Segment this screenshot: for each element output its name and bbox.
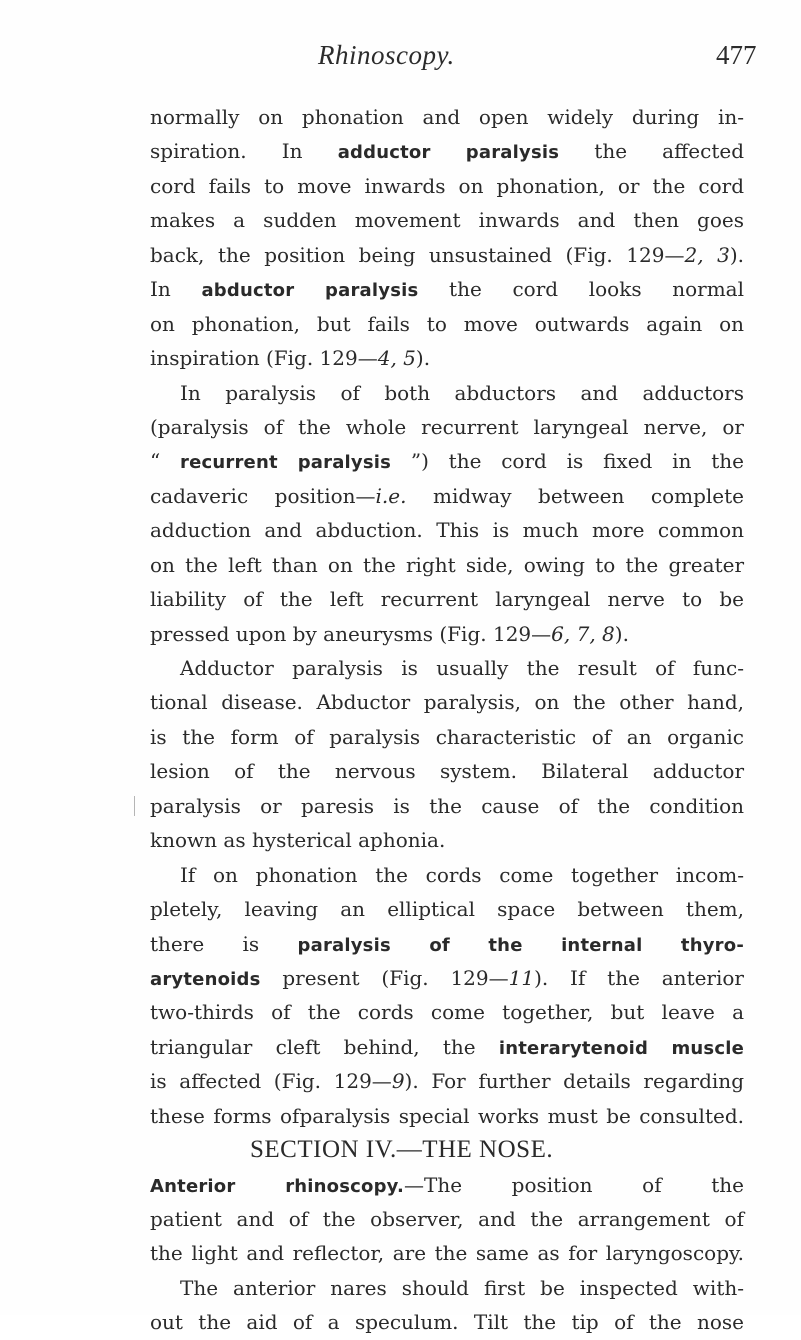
text-line: on phonation, but fails to move outwards again on (150, 311, 744, 336)
text-line: arytenoids present (Fig. 129—11). If the anterior (150, 965, 744, 990)
text-line: back, the position being unsustained (Fig. 129—2, 3). (150, 242, 744, 267)
page-number: 477 (716, 40, 757, 70)
paragraph-first-line: The anterior nares should first be inspected with- (180, 1275, 744, 1300)
term-interarytenoid-muscle: interarytenoid muscle (498, 1037, 744, 1059)
text-line: inspiration (Fig. 129—4, 5). (150, 346, 431, 371)
text-line: makes a sudden movement inwards and then goes (150, 208, 744, 233)
text-line: cord fails to move inwards on phonation, or the cord (150, 173, 744, 198)
text-line: adduction and abduction. This is much more common (150, 518, 744, 543)
paragraph-first-line: If on phonation the cords come together incom- (180, 862, 744, 887)
text-line: on the left than on the right side, owing to the greater (150, 552, 744, 577)
text-line: spiration. In adductor paralysis the affected (150, 139, 745, 164)
text-line: these forms ofparalysis special works must be consulted. (150, 1103, 744, 1128)
text-line: cadaveric position—i.e. midway between complete (150, 483, 744, 508)
text-line: (paralysis of the whole recurrent laryngeal nerve, or (150, 414, 744, 439)
running-head-title: Rhinoscopy. (318, 40, 455, 70)
term-anterior-rhinoscopy: Anterior rhinoscopy. (150, 1175, 404, 1197)
term-abductor-paralysis: abductor paralysis (201, 280, 419, 302)
text-line: Anterior rhinoscopy.—The position of the (150, 1172, 744, 1197)
body-text (150, 100, 744, 1340)
text-line: liability of the left recurrent laryngeal nerve to be (150, 587, 744, 612)
section-heading: SECTION IV.—THE NOSE. (250, 1136, 554, 1164)
text-line: tional disease. Abductor paralysis, on the other hand, (150, 690, 744, 715)
text-line: pletely, leaving an elliptical space between them, (150, 897, 744, 922)
text-line: pressed upon by aneurysms (Fig. 129—6, 7, 8). (150, 621, 629, 646)
term-paralysis-internal-thyroarytenoids: paralysis of the internal thyro- (297, 934, 744, 956)
text-line: normally on phonation and open widely during in- (150, 105, 744, 129)
text-line: there is paralysis of the internal thyro- (150, 931, 744, 956)
text-line: out the aid of a speculum. Tilt the tip of the nose (150, 1310, 744, 1335)
text-line: is affected (Fig. 129—9). For further details regarding (150, 1069, 744, 1094)
term-recurrent-paralysis: recurrent paralysis (180, 452, 392, 474)
paragraph-first-line: Adductor paralysis is usually the result of func- (180, 656, 744, 680)
text-line: “ recurrent paralysis ”) the cord is fixed in the (150, 449, 744, 474)
term-adductor-paralysis: adductor paralysis (337, 142, 560, 164)
text-line: lesion of the nervous system. Bilateral adductor (150, 759, 744, 784)
running-head (0, 40, 801, 80)
text-line: the light and reflector, are the same as for laryngoscopy. (150, 1241, 744, 1266)
text-line: In abductor paralysis the cord looks normal (150, 277, 745, 302)
text-line: triangular cleft behind, the interarytenoid muscle (150, 1034, 744, 1059)
text-line: known as hysterical aphonia. (150, 828, 446, 853)
text-line: paralysis or paresis is the cause of the condition (150, 793, 744, 818)
margin-mark (134, 796, 135, 816)
paragraph-first-line: In paralysis of both abductors and adductors (180, 380, 744, 405)
text-line: is the form of paralysis characteristic of an organic (150, 724, 744, 749)
text-line: patient and of the observer, and the arrangement of (150, 1207, 744, 1231)
text-line: two-thirds of the cords come together, but leave a (150, 1000, 744, 1025)
